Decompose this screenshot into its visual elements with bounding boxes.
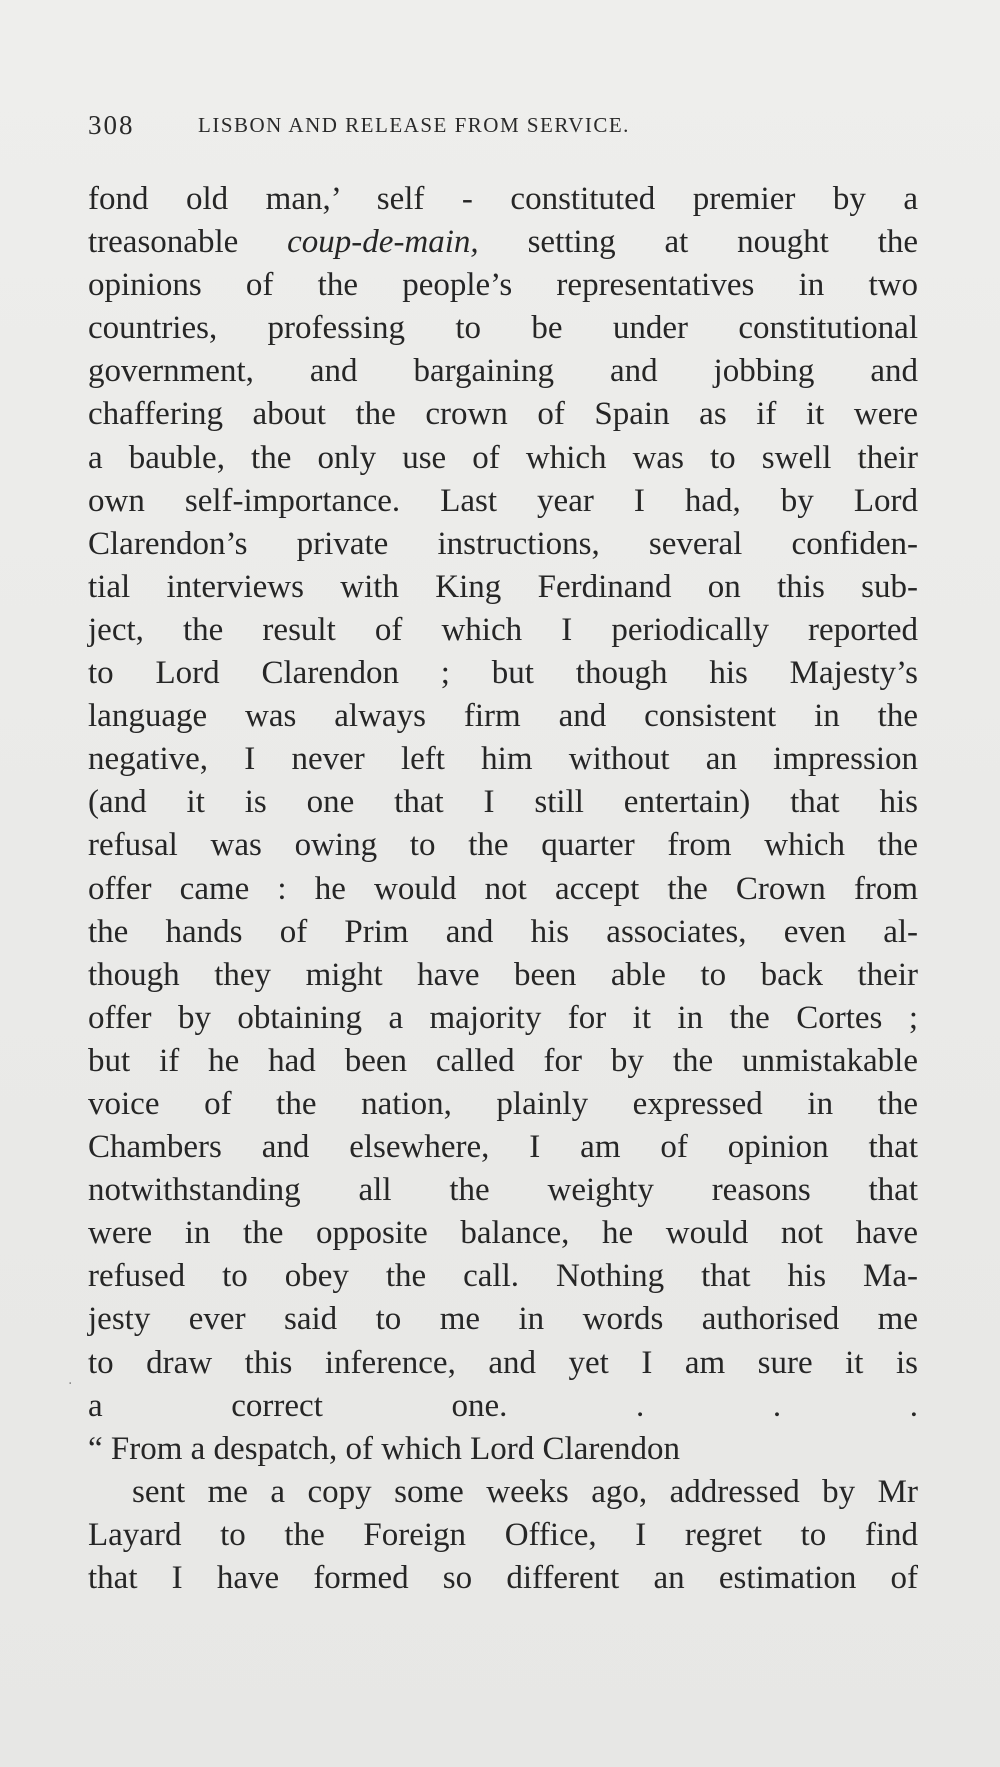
text-line: own self-importance. Last year I had, by Lord xyxy=(88,482,918,519)
text-line: offer came : he would not accept the Crown from xyxy=(88,870,918,907)
text-line: but if he had been called for by the unmistakable xyxy=(88,1042,918,1079)
text-fragment: setting at nought the xyxy=(527,224,919,261)
text-line: negative, I never left him without an impression xyxy=(88,741,918,778)
text-line: offer by obtaining a majority for it in the Cortes ; xyxy=(88,999,918,1036)
text-line: ject, the result of which I periodically reported xyxy=(88,611,918,648)
text-line: tial interviews with King Ferdinand on this sub- xyxy=(88,568,918,605)
text-line: (and it is one that I still entertain) that his xyxy=(88,784,918,821)
text-line: voice of the nation, plainly expressed in the xyxy=(88,1085,918,1122)
text-line: chaffering about the crown of Spain as if it were xyxy=(88,396,918,433)
text-line: Chambers and elsewhere, I am of opinion that xyxy=(88,1129,918,1166)
margin-mark: · xyxy=(68,1376,73,1392)
running-title: LISBON AND RELEASE FROM SERVICE. xyxy=(198,113,630,137)
text-line: were in the opposite balance, he would not have xyxy=(88,1215,918,1252)
italic-phrase: coup-de-main, xyxy=(287,224,479,261)
text-line: a correct one. . . . xyxy=(88,1387,918,1424)
text-line: the hands of Prim and his associates, even al- xyxy=(88,913,918,950)
text-line: fond old man,’ self - constituted premier by a xyxy=(88,181,918,217)
text-fragment: treasonable xyxy=(88,224,239,261)
text-line: Clarendon’s private instructions, several confiden- xyxy=(88,525,918,562)
text-line: government, and bargaining and jobbing and xyxy=(88,353,918,390)
text-line: that I have formed so different an estimation of xyxy=(88,1560,918,1596)
text-line: jesty ever said to me in words authorised me xyxy=(88,1301,918,1338)
text-line: a bauble, the only use of which was to swell their xyxy=(88,439,918,476)
page-number: 308 xyxy=(88,110,135,140)
text-line xyxy=(88,1600,918,1643)
text-line: to Lord Clarendon ; but though his Majesty’s xyxy=(88,655,918,692)
text-line: to draw this inference, and yet I am sure it is xyxy=(88,1344,918,1381)
text-line: opinions of the people’s representatives in two xyxy=(88,267,918,304)
text-line xyxy=(88,221,918,264)
text-line: refusal was owing to the quarter from which the xyxy=(88,827,918,864)
paragraph-start-line: sent me a copy some weeks ago, addressed by Mr xyxy=(132,1473,918,1510)
text-line: “ From a despatch, of which Lord Clarendon xyxy=(88,1430,681,1467)
body-text xyxy=(88,178,918,1643)
running-head xyxy=(88,110,918,150)
text-line: though they might have been able to back their xyxy=(88,956,918,993)
text-line: refused to obey the call. Nothing that his Ma- xyxy=(88,1258,918,1295)
text-line: language was always firm and consistent in the xyxy=(88,698,918,735)
text-line: countries, professing to be under constitutional xyxy=(88,310,918,347)
text-line: Layard to the Foreign Office, I regret to find xyxy=(88,1516,918,1553)
text-line: notwithstanding all the weighty reasons that xyxy=(88,1172,918,1209)
